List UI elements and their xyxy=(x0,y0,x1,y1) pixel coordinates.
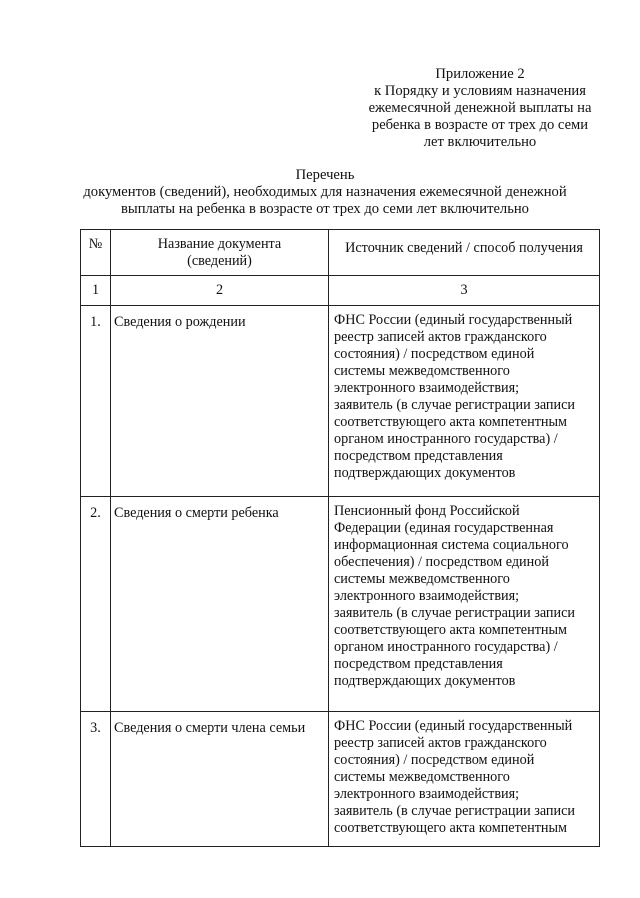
source-line: информационная система социального xyxy=(334,537,569,553)
heading-title: Перечень xyxy=(295,167,355,183)
appendix-line: лет включительно xyxy=(423,134,537,150)
row-document-name: Сведения о рождении xyxy=(111,306,329,497)
row-document-name: Сведения о смерти ребенка xyxy=(111,497,329,712)
source-line: состояния) / посредством единой xyxy=(334,346,535,362)
appendix-block xyxy=(340,66,620,151)
row-number: 2. xyxy=(81,497,111,712)
column-number: 1 xyxy=(81,276,111,306)
row-document-name: Сведения о смерти члена семьи xyxy=(111,712,329,847)
source-line: соответствующего акта компетентным xyxy=(334,414,567,430)
row-source xyxy=(329,712,600,847)
source-line: посредством представления xyxy=(334,656,503,672)
table-header-row xyxy=(81,230,600,276)
source-line: электронного взаимодействия; xyxy=(334,786,520,802)
column-number: 2 xyxy=(111,276,329,306)
documents-table xyxy=(80,229,600,847)
source-line: Федерации (единая государственная xyxy=(334,520,554,536)
source-line: системы межведомственного xyxy=(334,363,510,379)
table-row xyxy=(81,306,600,497)
source-line: заявитель (в случае регистрации записи xyxy=(334,397,576,413)
header-name xyxy=(111,230,329,276)
source-line: системы межведомственного xyxy=(334,571,510,587)
source-line: состояния) / посредством единой xyxy=(334,752,535,768)
appendix-line: ежемесячной денежной выплаты на xyxy=(368,100,592,116)
header-name-line: Название документа xyxy=(157,236,282,252)
header-source: Источник сведений / способ получения xyxy=(329,230,600,276)
source-line: ФНС России (единый государственный xyxy=(334,312,573,328)
source-line: органом иностранного государства) / xyxy=(334,639,558,655)
header-name-line: (сведений) xyxy=(187,253,252,269)
source-line: системы межведомственного xyxy=(334,769,510,785)
source-line: обеспечения) / посредством единой xyxy=(334,554,549,570)
row-number: 1. xyxy=(81,306,111,497)
source-line: Пенсионный фонд Российской xyxy=(334,503,520,519)
row-source xyxy=(329,497,600,712)
row-number: 3. xyxy=(81,712,111,847)
header-num: № xyxy=(81,230,111,276)
row-source xyxy=(329,306,600,497)
column-number: 3 xyxy=(329,276,600,306)
document-heading xyxy=(60,167,590,218)
source-line: реестр записей актов гражданского xyxy=(334,329,547,345)
source-line: заявитель (в случае регистрации записи xyxy=(334,605,576,621)
source-line: органом иностранного государства) / xyxy=(334,431,558,447)
source-line: электронного взаимодействия; xyxy=(334,588,520,604)
source-line: ФНС России (единый государственный xyxy=(334,718,573,734)
column-number-row xyxy=(81,276,600,306)
table-row xyxy=(81,497,600,712)
appendix-line: ребенка в возрасте от трех до семи xyxy=(371,117,589,133)
source-line: реестр записей актов гражданского xyxy=(334,735,547,751)
appendix-line: Приложение 2 xyxy=(435,66,525,82)
source-line: электронного взаимодействия; xyxy=(334,380,520,396)
source-line: посредством представления xyxy=(334,448,503,464)
source-line: заявитель (в случае регистрации записи xyxy=(334,803,576,819)
table-row xyxy=(81,712,600,847)
source-line: соответствующего акта компетентным xyxy=(334,820,567,836)
appendix-line: к Порядку и условиям назначения xyxy=(374,83,586,99)
source-line: подтверждающих документов xyxy=(334,673,516,689)
heading-line: документов (сведений), необходимых для назначения ежемесячной денежной xyxy=(83,184,567,200)
heading-line: выплаты на ребенка в возрасте от трех до семи лет включительно xyxy=(121,201,529,217)
source-line: соответствующего акта компетентным xyxy=(334,622,567,638)
source-line: подтверждающих документов xyxy=(334,465,516,481)
